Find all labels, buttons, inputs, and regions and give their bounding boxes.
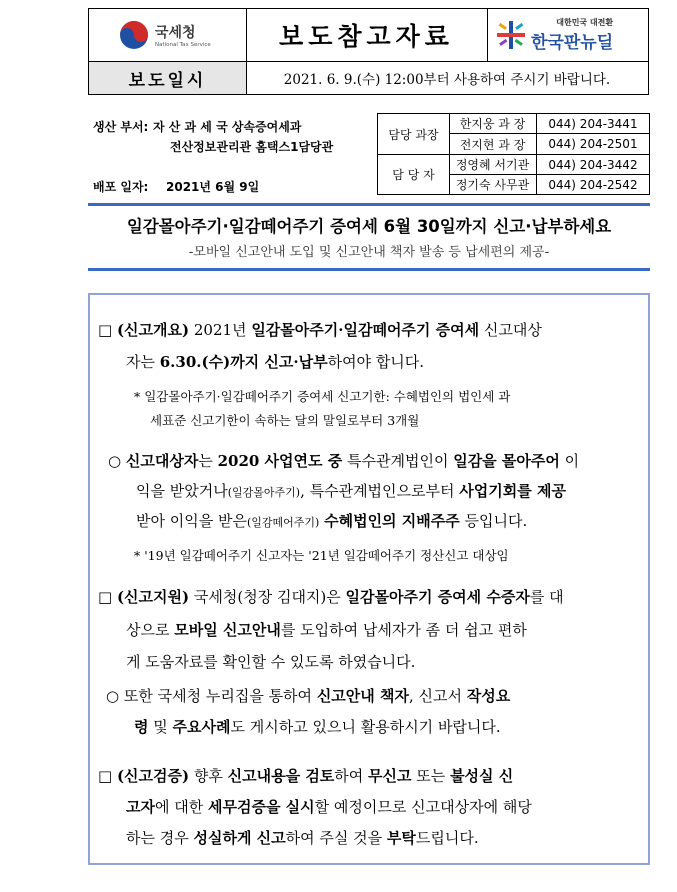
staff-label-cell <box>377 154 450 195</box>
logo-korean: 국세청 <box>155 25 196 41</box>
release-label-cell <box>88 61 247 95</box>
section-support-line-1: □ (신고지원) 국세청(청장 김대지)은 일감몰아주기 증여세 수증자를 대 <box>98 588 564 606</box>
target-line-1: ○ 신고대상자는 2020 사업연도 중 특수관계법인이 일감을 몰아주어 이 <box>108 452 580 470</box>
contact-phone-3: 044) 204-2542 <box>536 174 650 195</box>
section-verification-line-2: 고자에 대한 세무검증을 실시할 예정이므로 신고대상자에 해당 <box>126 798 532 816</box>
nts-emblem-icon <box>119 20 149 50</box>
section-overview-line-2: 자는 6.30.(수)까지 신고·납부하여야 합니다. <box>126 353 425 371</box>
contact-name-2: 정영혜 서기관 <box>449 154 537 175</box>
contact-name-3: 정기숙 사무관 <box>449 174 537 195</box>
title-cell <box>246 8 488 62</box>
release-text: 2021. 6. 9.(수) 12:00부터 사용하여 주시기 바랍니다. <box>283 72 611 88</box>
brand-tagline: 대한민국 대전환 <box>556 18 614 27</box>
headline-subtitle: -모바일 신고안내 도입 및 신고안내 책자 발송 등 납세편의 제공- <box>188 245 550 260</box>
contact-table <box>377 113 650 195</box>
contact-phone-0: 044) 204-3441 <box>536 113 650 134</box>
date-label: 배포 일자: <box>93 180 149 194</box>
dept-line-1: 자 산 과 세 국 상속증여세과 <box>153 120 302 134</box>
dept-line-2: 전산정보관리관 홈택스1담당관 <box>170 140 334 154</box>
target-line-3: 받아 이익을 받은(일감떼어주기) 수혜법인의 지배주주 등입니다. <box>136 512 528 530</box>
manager-label-cell <box>377 113 450 155</box>
contact-phone-1: 044) 204-2501 <box>536 133 650 155</box>
note-deadline-line-1: * 일감몰아주기·일감떼어주기 증여세 신고기한: 수혜법인의 법인세 과 <box>134 389 511 404</box>
section-verification-line-1: □ (신고검증) 향후 신고내용을 검토하여 무신고 또는 불성실 신 <box>98 767 514 785</box>
guide-line-2: 령 및 주요사례도 게시하고 있으니 활용하시기 바랍니다. <box>134 718 501 736</box>
page-title: 보도참고자료 <box>279 22 454 51</box>
section-support-line-3: 게 도움자료를 확인할 수 있도록 하였습니다. <box>126 653 416 671</box>
logo-cell <box>88 8 247 62</box>
brand-cell <box>487 8 649 62</box>
target-line-2: 익을 받았거나(일감몰아주기), 특수관계법인으로부터 사업기회를 제공 <box>136 482 566 500</box>
guide-line-1: ○ 또한 국세청 누리집을 통하여 신고안내 책자, 신고서 작성요 <box>106 687 511 705</box>
section-support-line-2: 상으로 모바일 신고안내를 도입하여 납세자가 좀 더 쉽고 편하 <box>126 621 527 639</box>
note-settlement: * '19년 일감떼어주기 신고자는 '21년 일감떼어주기 정산신고 대상임 <box>134 548 509 563</box>
release-text-cell <box>246 61 649 95</box>
headline-title: 일감몰아주기·일감떼어주기 증여세 6월 30일까지 신고·납부하세요 <box>126 217 612 236</box>
manager-label: 담당 과장 <box>388 127 439 142</box>
note-deadline-line-2: 세표준 신고기한이 속하는 달의 말일로부터 3개월 <box>150 413 420 428</box>
logo-english: National Tax Service <box>155 42 211 48</box>
headline-bottom-rule <box>88 268 650 271</box>
new-deal-logo-icon <box>495 19 527 51</box>
contact-name-0: 한지웅 과 장 <box>449 113 537 134</box>
date-value: 2021년 6월 9일 <box>166 180 260 194</box>
release-label: 보도일시 <box>128 70 207 91</box>
dept-label: 생산 부서: <box>93 120 149 134</box>
headline-top-rule <box>88 203 650 206</box>
brand-name: 한국판뉴딜 <box>531 33 614 53</box>
section-overview-line-1: □ (신고개요) 2021년 일감몰아주기·일감떼어주기 증여세 신고대상 <box>98 321 542 339</box>
contact-name-1: 전지현 과 장 <box>449 133 537 155</box>
section-verification-line-3: 하는 경우 성실하게 신고하여 주실 것을 부탁드립니다. <box>126 829 479 847</box>
contact-phone-2: 044) 204-3442 <box>536 154 650 175</box>
staff-label: 담 당 자 <box>392 168 435 182</box>
